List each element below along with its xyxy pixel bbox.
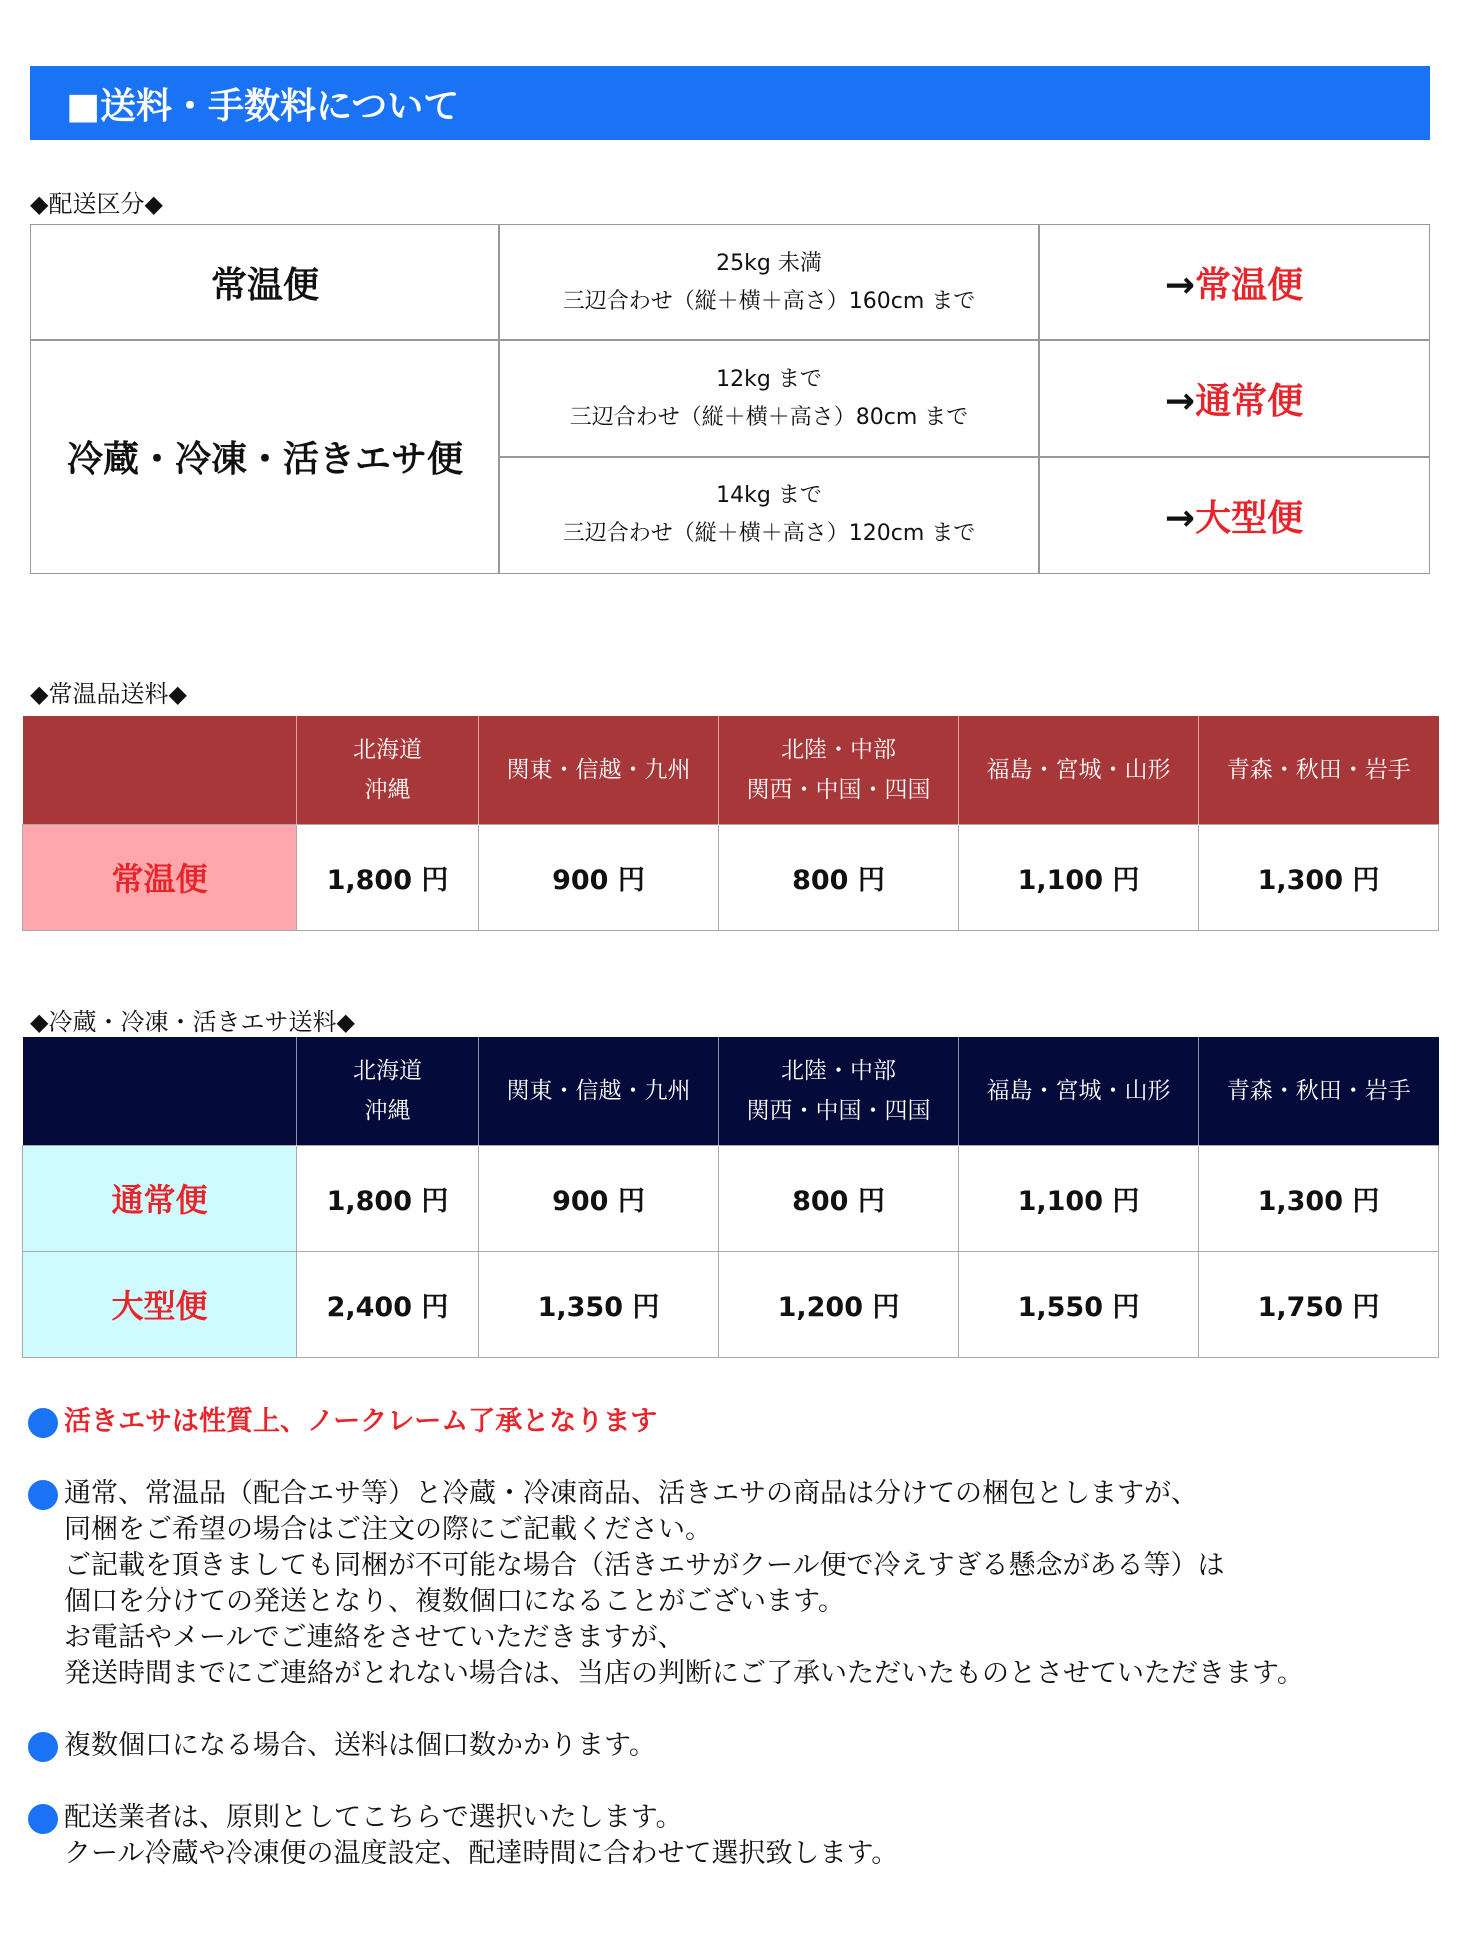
price-cell: 800 円 (719, 1145, 959, 1251)
note-item (28, 1728, 1428, 1764)
region-header: 北海道 沖縄 (297, 1037, 479, 1145)
condition-size: 三辺合わせ（縦＋横＋高さ）80cm まで (569, 404, 969, 430)
region-header: 福島・宮城・山形 (959, 1037, 1199, 1145)
notes-section (28, 1404, 1428, 1872)
region-header: 北陸・中部 関西・中国・四国 (719, 716, 959, 824)
service-name: 常温便 (23, 824, 297, 930)
region-header: 北海道 沖縄 (297, 716, 479, 824)
corner-cell (23, 716, 297, 824)
condition-cell (498, 339, 1040, 458)
page-header (30, 66, 1430, 140)
note-item (28, 1476, 1428, 1692)
price-cell: 800 円 (719, 824, 959, 930)
note-line: クール冷蔵や冷凍便の温度設定、配達時間に合わせて選択致します。 (64, 1838, 899, 1869)
page-title: ■送料・手数料について (66, 85, 460, 127)
note-item (28, 1404, 1428, 1440)
table-row (23, 1145, 1439, 1251)
condition-weight: 12kg まで (716, 366, 822, 392)
arrow-icon: → (1164, 497, 1196, 539)
ambient-table-label: ◆常温品送料◆ (30, 680, 187, 708)
result-cell (1038, 339, 1430, 458)
region-header: 青森・秋田・岩手 (1199, 1037, 1439, 1145)
price-cell: 1,800 円 (297, 1145, 479, 1251)
bullet-dot-icon (28, 1804, 58, 1834)
note-line: 通常、常温品（配合エサ等）と冷蔵・冷凍商品、活きエサの商品は分けての梱包としますが、 (64, 1478, 1198, 1509)
bullet-dot-icon (28, 1408, 58, 1438)
note-line: 個口を分けての発送となり、複数個口になることがございます。 (64, 1586, 845, 1617)
table-header-row (23, 1037, 1439, 1145)
result-cell (1038, 456, 1430, 574)
region-header: 関東・信越・九州 (479, 1037, 719, 1145)
region-header: 関東・信越・九州 (479, 716, 719, 824)
price-cell: 900 円 (479, 824, 719, 930)
ambient-shipping-table (22, 716, 1439, 931)
price-cell: 1,100 円 (959, 1145, 1199, 1251)
price-cell: 1,550 円 (959, 1251, 1199, 1357)
cold-shipping-table (22, 1037, 1439, 1358)
condition-size: 三辺合わせ（縦＋横＋高さ）160cm まで (562, 288, 976, 314)
classification-label: ◆配送区分◆ (30, 190, 163, 218)
table-header-row (23, 716, 1439, 824)
bullet-dot-icon (28, 1480, 58, 1510)
corner-cell (23, 1037, 297, 1145)
bullet-dot-icon (28, 1732, 58, 1762)
price-cell: 1,200 円 (719, 1251, 959, 1357)
price-cell: 900 円 (479, 1145, 719, 1251)
table-row (23, 824, 1439, 930)
region-header: 青森・秋田・岩手 (1199, 716, 1439, 824)
category-name: 常温便 (210, 265, 319, 306)
price-cell: 1,750 円 (1199, 1251, 1439, 1357)
result-service: 常温便 (1195, 265, 1304, 306)
arrow-icon: → (1164, 265, 1196, 306)
condition-size: 三辺合わせ（縦＋横＋高さ）120cm まで (562, 521, 976, 546)
region-header: 北陸・中部 関西・中国・四国 (719, 1037, 959, 1145)
region-header: 福島・宮城・山形 (959, 716, 1199, 824)
price-cell: 1,350 円 (479, 1251, 719, 1357)
note-item (28, 1800, 1428, 1872)
price-cell: 1,300 円 (1199, 824, 1439, 930)
note-line: 活きエサは性質上、ノークレーム了承となります (64, 1406, 658, 1437)
condition-cell (498, 224, 1040, 341)
note-line: ご記載を頂きましても同梱が不可能な場合（活きエサがクール便で冷えすぎる懸念がある等）は (64, 1550, 1225, 1581)
note-line: 発送時間までにご連絡がとれない場合は、当店の判断にご了承いただいたものとさせていただきます。 (64, 1658, 1304, 1689)
result-cell (1038, 224, 1430, 341)
note-line: 同梱をご希望の場合はご注文の際にご記載ください。 (64, 1514, 712, 1545)
category-cold (30, 339, 500, 574)
price-cell: 1,800 円 (297, 824, 479, 930)
note-line: 配送業者は、原則としてこちらで選択いたします。 (64, 1802, 683, 1833)
category-name: 冷蔵・冷凍・活きエサ便 (66, 439, 463, 480)
delivery-classification-table (30, 224, 1430, 574)
arrow-icon: → (1164, 381, 1196, 422)
result-service: 通常便 (1195, 381, 1304, 422)
price-cell: 2,400 円 (297, 1251, 479, 1357)
condition-weight: 14kg まで (716, 483, 822, 508)
price-cell: 1,100 円 (959, 824, 1199, 930)
condition-cell (498, 456, 1040, 574)
result-service: 大型便 (1195, 497, 1304, 539)
service-name: 通常便 (23, 1145, 297, 1251)
note-line: 複数個口になる場合、送料は個口数かかります。 (64, 1730, 656, 1761)
table-row (23, 1251, 1439, 1357)
condition-weight: 25kg 未満 (716, 250, 822, 276)
cold-table-label: ◆冷蔵・冷凍・活きエサ送料◆ (30, 1008, 355, 1036)
price-cell: 1,300 円 (1199, 1145, 1439, 1251)
service-name: 大型便 (23, 1251, 297, 1357)
note-line: お電話やメールでご連絡をさせていただきますが、 (64, 1622, 685, 1653)
category-ambient (30, 224, 500, 341)
